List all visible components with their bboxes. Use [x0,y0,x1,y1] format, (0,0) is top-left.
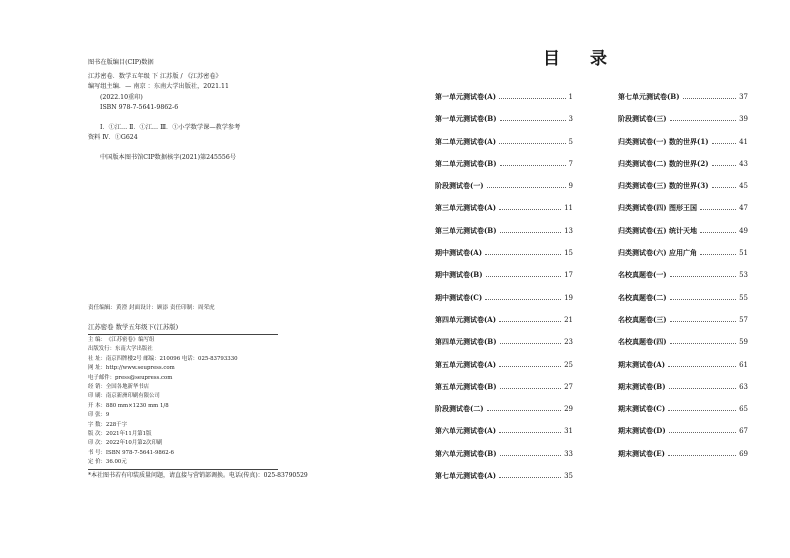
publication-info [88,336,278,470]
toc-entry-label: 归类测试卷(三) 数的世界(3) [618,181,709,191]
toc-entry[interactable] [618,181,748,203]
publication-row [88,364,278,373]
toc-leader-dots [712,187,737,188]
toc-entry[interactable] [435,382,573,404]
toc-entry[interactable] [435,315,573,337]
toc-entry[interactable] [435,404,573,426]
quality-notice: *本社图书若有印装质量问题，请直接与营销部调换。电话(传真)：025-83790529 [88,472,308,479]
toc-leader-dots [683,98,737,99]
toc-leader-dots [670,276,736,277]
toc-entry[interactable] [435,92,573,114]
toc-entry-page: 27 [564,382,573,391]
toc-entry-page: 39 [739,115,748,124]
toc-entry-page: 37 [739,93,748,101]
cip-subject: Ⅰ．①江… Ⅱ．①江… Ⅲ．①小学数学课—教学参考 [100,123,241,131]
publication-row [88,336,278,345]
toc-entry[interactable] [618,337,748,359]
toc-entry-page: 41 [739,137,748,146]
toc-leader-dots [499,477,561,478]
publication-row [88,449,278,458]
toc-entry[interactable] [435,270,573,292]
toc-entry-page: 7 [568,159,573,168]
publication-value: 南京四牌楼2号 邮编：210096 电话：025-83793330 [105,355,238,362]
toc-entry-page: 5 [568,137,573,146]
cip-isbn: ISBN 978-7-5641-9862-6 [100,104,179,111]
toc-entry-page: 13 [564,226,573,235]
cip-block [88,58,328,163]
cip-title: 图书在版编目(CIP)数据 [88,59,154,66]
toc-leader-dots [500,455,562,456]
publication-row [88,421,278,430]
toc-entry-page: 63 [739,382,748,391]
toc-entry-page: 1 [568,93,573,101]
toc-entry-page: 43 [739,159,748,168]
publication-row [88,458,278,467]
toc-leader-dots [670,299,736,300]
toc-entry-label: 名校真题卷(四) [618,337,667,347]
toc-entry-page: 19 [564,293,573,302]
publication-key: 社 址： [88,355,106,362]
toc-leader-dots [500,232,562,233]
toc-leader-dots [670,120,736,121]
toc-entry-label: 名校真题卷(一) [618,270,667,280]
toc-entry[interactable] [618,404,748,426]
toc-entry-label: 期末测试卷(A) [618,359,666,369]
contents-column-right [618,92,748,471]
publication-value: 2021年11月第1版 [105,431,152,438]
publication-key: 电子邮件： [88,374,115,381]
toc-entry[interactable] [618,449,748,471]
toc-entry-label: 第四单元测试卷(A) [435,314,497,324]
toc-leader-dots [499,321,561,322]
toc-entry-label: 归类测试卷(六) 应用广角 [618,248,698,258]
cip-line: 江苏密卷．数学五年级 下 江苏版 / 《江苏密卷》 [88,72,222,80]
toc-leader-dots [670,321,736,322]
toc-entry-label: 第一单元测试卷(A) [435,92,497,101]
toc-entry[interactable] [618,382,748,404]
publication-row [88,402,278,411]
cip-line: 编写组主编．— 南京 ：东南大学出版社，2021.11 [88,83,229,90]
cip-subject: 资料 Ⅳ．①G624 [88,134,138,141]
publication-value: 2022年10月第2次印刷 [105,440,163,447]
toc-entry-label: 归类测试卷(四) 图形王国 [618,203,698,213]
publication-key: 印 次： [88,440,106,447]
toc-entry[interactable] [618,248,748,270]
toc-leader-dots [485,299,561,300]
publication-key: 主 编： [88,337,106,343]
toc-leader-dots [669,432,736,433]
toc-entry-label: 阶段测试卷(二) [435,404,484,414]
toc-entry[interactable] [435,181,573,203]
publication-value: press@seupress.com [114,374,173,381]
publication-value: 南京新洲印刷有限公司 [105,393,160,400]
toc-leader-dots [712,143,737,144]
toc-leader-dots [499,366,561,367]
toc-entry[interactable] [618,137,748,159]
toc-entry-label: 期中测试卷(B) [435,270,483,280]
toc-entry-label: 第一单元测试卷(B) [435,114,497,124]
toc-entry-page: 57 [739,315,748,324]
publication-key: 开 本： [88,402,106,409]
contents-title-char: 目 [543,49,562,69]
publication-value: 全国各地新华书店 [105,384,150,391]
toc-entry-page: 23 [564,338,573,347]
toc-entry-page: 15 [564,249,573,258]
toc-entry[interactable] [618,92,748,114]
publication-row [88,374,278,383]
toc-leader-dots [668,410,736,411]
cip-line: (2022.10重印) [100,93,143,101]
toc-leader-dots [499,209,561,210]
toc-entry-page: 61 [739,360,748,369]
toc-entry-page: 25 [564,360,573,369]
publication-key: 经 销： [88,384,106,391]
toc-entry[interactable] [618,159,748,181]
toc-entry-page: 17 [564,271,573,280]
toc-entry-label: 阶段测试卷(三) [618,114,667,124]
editors-line: 责任编辑：黄澄 封面设计：顾添 责任印制：周荣虎 [88,305,215,311]
toc-entry-label: 归类测试卷(二) 数的世界(2) [618,158,709,168]
publication-key: 出版发行： [88,346,115,353]
toc-entry[interactable] [618,360,748,382]
toc-entry-label: 第二单元测试卷(B) [435,158,497,168]
toc-leader-dots [487,187,566,188]
toc-leader-dots [499,98,565,99]
publication-value: 880 mm×1230 mm 1/8 [105,402,169,409]
toc-entry[interactable] [435,226,573,248]
publication-key: 书 号： [88,449,106,456]
toc-entry-page: 33 [564,449,573,458]
toc-entry-label: 名校真题卷(三) [618,314,667,324]
toc-entry-page: 59 [739,338,748,347]
toc-entry-label: 期中测试卷(C) [435,292,483,302]
publication-value: ISBN 978-7-5641-9862-6 [105,449,174,456]
toc-entry[interactable] [618,226,748,248]
toc-entry[interactable] [618,270,748,292]
toc-entry[interactable] [435,159,573,181]
toc-leader-dots [668,366,736,367]
publication-value: 东南大学出版社 [114,346,153,353]
toc-entry-label: 期中测试卷(A) [435,248,483,258]
publication-row [88,430,278,439]
toc-leader-dots [700,254,736,255]
toc-entry-label: 第二单元测试卷(A) [435,136,497,146]
publication-key: 版 次： [88,431,106,438]
toc-entry-label: 期末测试卷(C) [618,404,666,414]
toc-leader-dots [499,143,565,144]
toc-leader-dots [500,388,562,389]
toc-entry[interactable] [435,137,573,159]
publication-value: 36.00元 [105,459,127,466]
toc-entry-label: 第四单元测试卷(B) [435,337,497,347]
toc-leader-dots [500,343,562,344]
toc-entry-page: 49 [739,226,748,235]
contents-title [543,44,609,69]
contents-title-char: 录 [590,49,609,69]
cip-record: 中国版本图书馆CIP数据核字(2021)第245556号 [100,153,236,161]
toc-entry[interactable] [435,293,573,315]
toc-entry-label: 名校真题卷(二) [618,292,667,302]
toc-entry-page: 47 [739,204,748,213]
publication-row [88,345,278,354]
toc-entry-page: 65 [739,405,748,414]
toc-entry-page: 21 [564,315,573,324]
toc-entry-page: 9 [568,182,573,191]
toc-entry-label: 期末测试卷(E) [618,448,665,458]
toc-entry[interactable] [435,471,573,493]
toc-entry[interactable] [435,203,573,225]
toc-entry-label: 第六单元测试卷(A) [435,426,497,436]
toc-entry-label: 归类测试卷(一) 数的世界(1) [618,136,709,146]
toc-entry-page: 53 [739,271,748,280]
toc-entry[interactable] [435,449,573,471]
toc-entry-label: 第三单元测试卷(A) [435,203,497,213]
publication-value: 《江苏密卷》编写组 [105,337,155,343]
publication-key: 印 张： [88,412,106,419]
toc-leader-dots [670,343,736,344]
toc-entry-page: 35 [564,472,573,481]
toc-leader-dots [486,276,562,277]
toc-entry-page: 29 [564,405,573,414]
toc-entry[interactable] [618,203,748,225]
publication-value: http://www.seupress.com [105,365,175,372]
toc-leader-dots [668,455,736,456]
publication-key: 网 址： [88,365,106,372]
toc-leader-dots [669,388,737,389]
toc-leader-dots [487,410,561,411]
toc-entry-label: 第六单元测试卷(B) [435,448,497,458]
toc-entry-label: 第五单元测试卷(B) [435,381,497,391]
toc-entry-label: 第七单元测试卷(B) [618,92,680,101]
toc-entry[interactable] [435,248,573,270]
publication-key: 印 刷： [88,393,106,400]
publication-row [88,439,278,448]
toc-entry-label: 期末测试卷(B) [618,381,666,391]
toc-leader-dots [499,432,561,433]
toc-entry[interactable] [435,114,573,136]
publication-row [88,355,278,364]
toc-entry-page: 11 [564,204,573,213]
publication-key: 定 价： [88,459,106,466]
toc-leader-dots [485,254,561,255]
toc-entry-label: 第五单元测试卷(A) [435,359,497,369]
publication-value: 228千字 [105,421,127,428]
toc-entry-page: 31 [564,427,573,436]
toc-entry[interactable] [618,293,748,315]
toc-entry-page: 55 [739,293,748,302]
toc-entry-page: 67 [739,427,748,436]
publication-value: 9 [105,412,110,419]
toc-leader-dots [700,209,736,210]
toc-leader-dots [700,232,736,233]
contents-column-left [435,92,573,493]
toc-entry[interactable] [435,337,573,359]
toc-leader-dots [500,120,566,121]
contents-page [395,0,790,558]
publication-row [88,392,278,401]
toc-entry-page: 45 [739,182,748,191]
toc-entry-page: 51 [739,249,748,258]
toc-entry[interactable] [618,426,748,448]
toc-entry-label: 期末测试卷(D) [618,426,666,436]
publication-row [88,383,278,392]
toc-entry[interactable] [618,315,748,337]
toc-entry-label: 阶段测试卷(一) [435,181,484,191]
toc-entry[interactable] [618,114,748,136]
toc-entry-label: 第七单元测试卷(A) [435,471,497,481]
book-title: 江苏密卷 数学五年级下(江苏版) [88,322,278,335]
toc-entry-label: 归类测试卷(五) 统计天地 [618,225,698,235]
toc-leader-dots [500,165,566,166]
toc-leader-dots [712,165,737,166]
toc-entry-label: 第三单元测试卷(B) [435,225,497,235]
publication-key: 字 数： [88,421,106,428]
toc-entry-page: 3 [568,115,573,124]
publication-row [88,411,278,420]
toc-entry-page: 69 [739,449,748,458]
toc-entry[interactable] [435,426,573,448]
toc-entry[interactable] [435,360,573,382]
